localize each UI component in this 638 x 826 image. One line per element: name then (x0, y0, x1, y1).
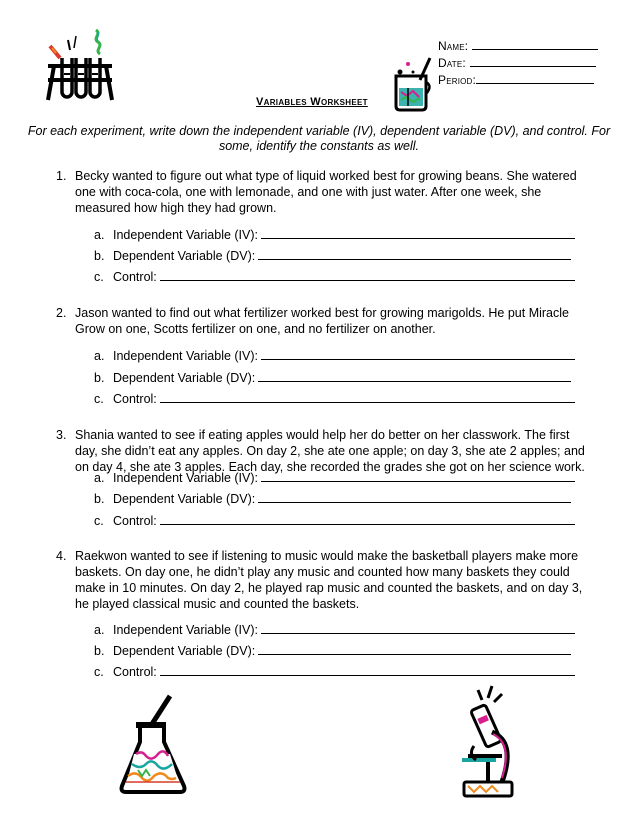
answer-blank[interactable] (258, 642, 571, 655)
test-tubes-icon (46, 28, 116, 106)
part-label: Dependent Variable (DV): (113, 371, 256, 385)
question-number: 1. (56, 169, 67, 183)
question-3 (56, 427, 596, 475)
part-label: Independent Variable (IV): (113, 471, 259, 485)
question-2 (56, 305, 596, 337)
instructions: For each experiment, write down the independent variable (IV), dependent variable (DV), and control. For some, identify the constants as well. (27, 124, 611, 153)
part-label: Independent Variable (IV): (113, 228, 259, 242)
part-label: Independent Variable (IV): (113, 349, 259, 363)
answer-row-dv[interactable] (94, 247, 571, 264)
part-letter: a. (94, 623, 105, 637)
part-letter: a. (94, 228, 105, 242)
answer-blank[interactable] (160, 663, 575, 676)
microscope-icon (448, 686, 522, 802)
answer-blank[interactable] (258, 247, 571, 260)
answer-row-control[interactable] (94, 663, 575, 680)
beaker-icon (392, 54, 436, 112)
answer-row-iv[interactable] (94, 226, 575, 243)
question-number: 4. (56, 549, 67, 563)
part-letter: b. (94, 492, 105, 506)
question-number: 2. (56, 306, 67, 320)
part-label: Control: (113, 392, 157, 406)
date-field[interactable] (438, 55, 598, 72)
answer-blank[interactable] (258, 490, 571, 503)
answer-blank[interactable] (258, 369, 571, 382)
question-4 (56, 548, 596, 612)
part-letter: c. (94, 270, 104, 284)
answer-row-dv[interactable] (94, 369, 571, 386)
question-text: Jason wanted to find out what fertilizer worked best for growing marigolds. He put Miracle Grow on one, Scotts fertilizer on one, and no fertilizer on another. (75, 306, 569, 336)
part-label: Dependent Variable (DV): (113, 492, 256, 506)
answer-row-dv[interactable] (94, 490, 571, 507)
answer-blank[interactable] (261, 347, 575, 360)
question-text: Raekwon wanted to see if listening to music would make the basketball players make more baskets. On day one, he didn’t play any music and counted how many baskets they could make in 10 minutes. On day 2, he played rap music and counted the baskets, and on day 3, he played classical music and counted the baskets. (75, 549, 583, 611)
part-label: Control: (113, 514, 157, 528)
part-letter: b. (94, 644, 105, 658)
part-letter: c. (94, 665, 104, 679)
worksheet-title: Variables Worksheet (256, 96, 368, 108)
answer-blank[interactable] (160, 512, 575, 525)
name-label: Name: (438, 39, 469, 53)
answer-row-dv[interactable] (94, 642, 571, 659)
answer-blank[interactable] (261, 469, 575, 482)
period-field[interactable] (438, 72, 598, 89)
name-line[interactable] (472, 38, 598, 50)
answer-row-iv[interactable] (94, 469, 575, 486)
answer-blank[interactable] (261, 226, 575, 239)
part-letter: b. (94, 249, 105, 263)
part-label: Independent Variable (IV): (113, 623, 259, 637)
question-1 (56, 168, 596, 216)
question-text: Becky wanted to figure out what type of liquid worked best for growing beans. She watered one with coca-cola, one with lemonade, and one with just water. After one week, she measured how high they had grown. (75, 169, 577, 215)
part-label: Control: (113, 665, 157, 679)
answer-row-control[interactable] (94, 268, 575, 285)
part-letter: a. (94, 471, 105, 485)
date-line[interactable] (470, 55, 596, 67)
name-field[interactable] (438, 38, 598, 55)
answer-blank[interactable] (160, 390, 575, 403)
answer-row-iv[interactable] (94, 347, 575, 364)
student-info-fields (438, 38, 598, 89)
part-letter: c. (94, 514, 104, 528)
period-line[interactable] (476, 72, 594, 84)
answer-blank[interactable] (160, 268, 575, 281)
answer-row-control[interactable] (94, 390, 575, 407)
part-label: Dependent Variable (DV): (113, 249, 256, 263)
part-label: Control: (113, 270, 157, 284)
answer-blank[interactable] (261, 621, 575, 634)
period-label: Period: (438, 73, 477, 87)
part-letter: a. (94, 349, 105, 363)
answer-row-iv[interactable] (94, 621, 575, 638)
answer-row-control[interactable] (94, 512, 575, 529)
part-letter: c. (94, 392, 104, 406)
part-letter: b. (94, 371, 105, 385)
part-label: Dependent Variable (DV): (113, 644, 256, 658)
date-label: Date: (438, 56, 466, 70)
question-text: Shania wanted to see if eating apples would help her do better on her classwork. The first day, she didn’t eat any apples. On day 2, she ate one apple; on day 3, she ate 2 apples; and on day 4, she ate 3 apples. Each day, she recorded the grades she got on her science work. (75, 428, 585, 474)
flask-icon (118, 694, 190, 798)
question-number: 3. (56, 428, 67, 442)
